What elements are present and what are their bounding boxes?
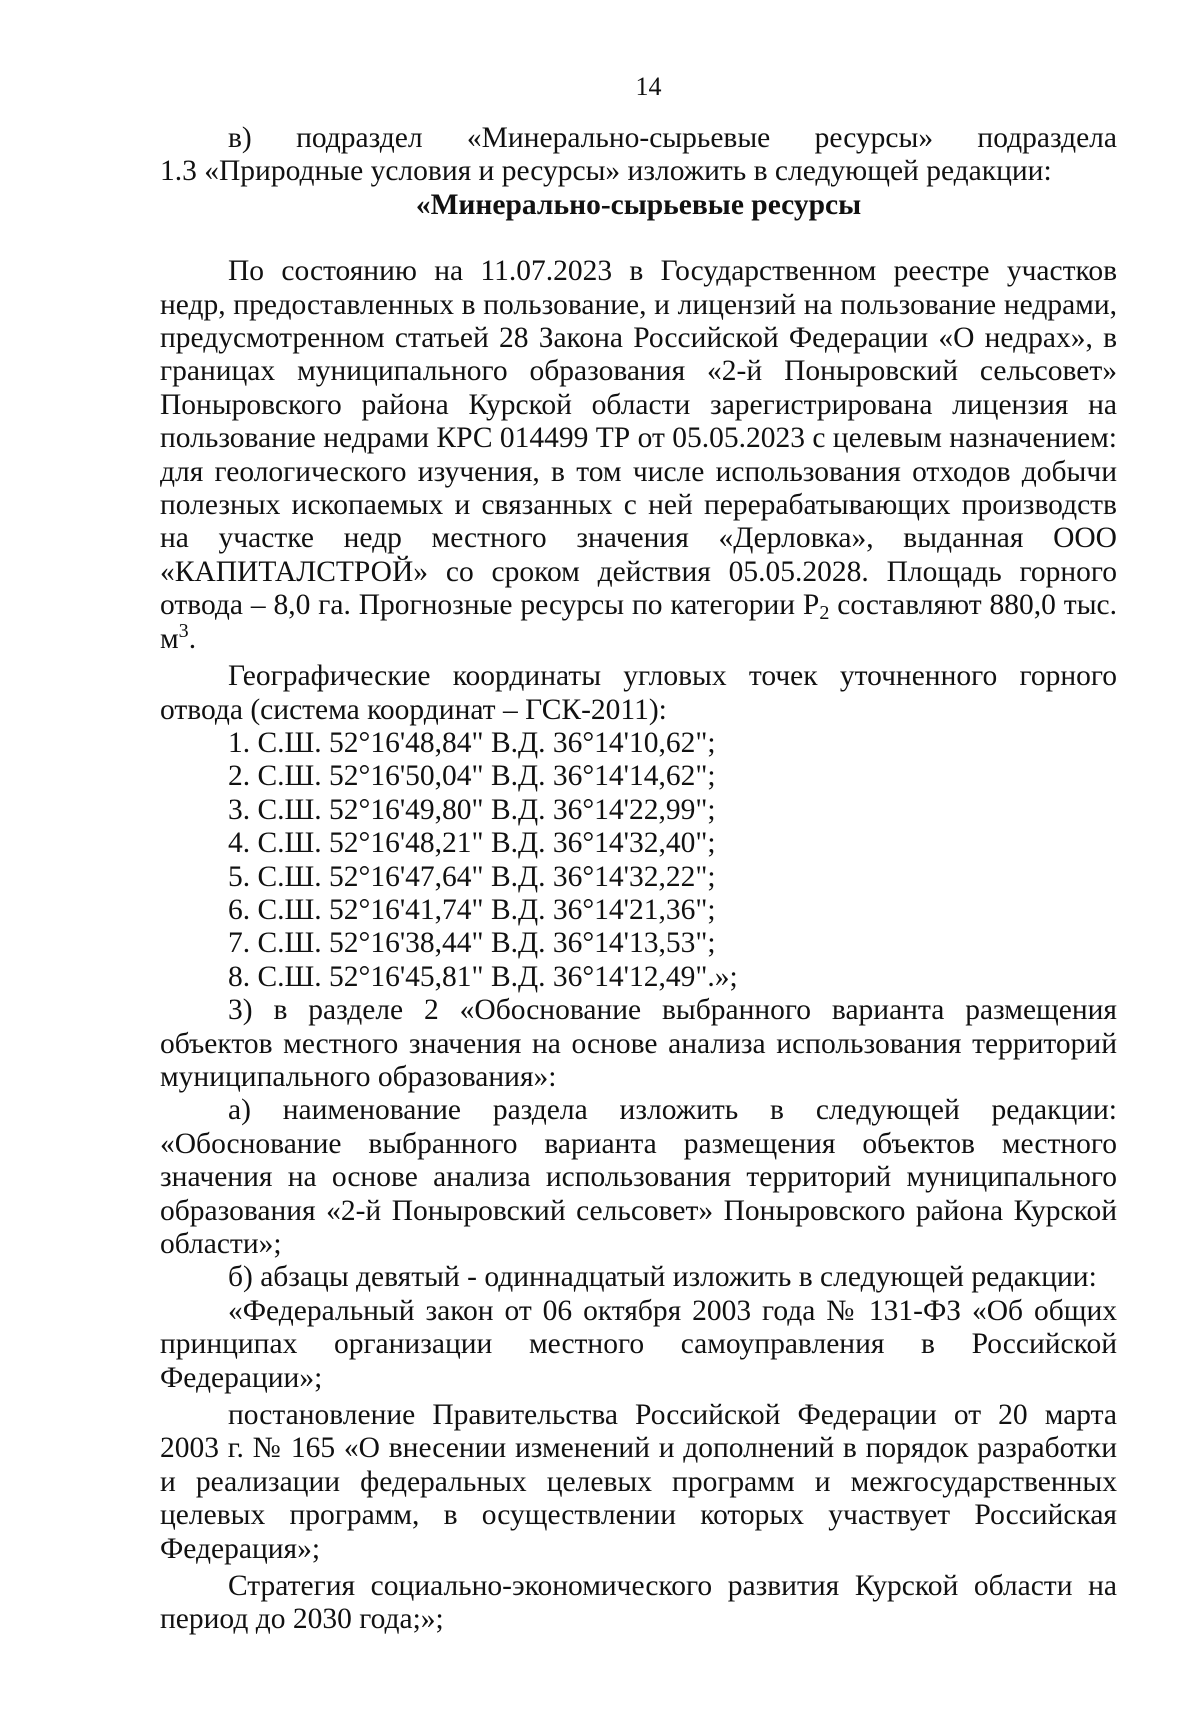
paragraph-license-text-2: составляют 880,0 тыс. м xyxy=(160,589,1117,655)
section-heading: «Минерально-сырьевые ресурсы xyxy=(415,188,862,221)
coordinate-item: 2. С.Ш. 52°16'50,04" В.Д. 36°14'14,62"; xyxy=(228,760,716,793)
paragraph-license-text: По состоянию на 11.07.2023 в Государственном реестре участков недр, предоставленных в пользование, и лицензий на пользование недрами, предусмотренном статьей 28 Закона Российской Федерации «О недрах», в границах муниципального образования «2-й Поныровский сельсовет» Поныровского района Курской области зарегистрирована лицензия на пользование недрами КРС 014499 ТР от 05.05.2023 с целевым назначением: для геологического изучения, в том числе использования отходов добычи полезных ископаемых и связанных с ней перерабатывающих производств на участке недр местного значения «Дерловка», выданная ООО «КАПИТАЛСТРОЙ» со сроком действия 05.05.2028. Площадь горного отвода – 8,0 га. Прогнозные ресурсы по категории Р xyxy=(160,255,1117,622)
coordinate-item: 1. С.Ш. 52°16'48,84" В.Д. 36°14'10,62"; xyxy=(228,726,716,759)
paragraph-abzacy: б) абзацы девятый - одиннадцатый изложить в следующей редакции: xyxy=(228,1261,1097,1294)
paragraph-government-decree: постановление Правительства Российской Федерации от 20 марта 2003 г. № 165 «О внесении изменений и дополнений в порядок разработки и реализации федеральных целевых программ и межгосударственных целевых программ, в осуществлении которых участвует Российская Федерация»; xyxy=(160,1399,1117,1565)
paragraph-section-name: а) наименование раздела изложить в следующей редакции: «Обоснование выбранного варианта размещения объектов местного значения на основе анализа использования территорий муниципального образования «2-й Поныровский сельсовет» Поныровского района Курской области»; xyxy=(160,1094,1117,1260)
resource-category-subscript: 2 xyxy=(819,602,830,625)
coordinate-item: 6. С.Ш. 52°16'41,74" В.Д. 36°14'21,36"; xyxy=(228,893,716,926)
paragraph-federal-law: «Федеральный закон от 06 октября 2003 года № 131-ФЗ «Об общих принципах организации местного самоуправления в Российской Федерации»; xyxy=(160,1294,1117,1394)
coordinate-item: 5. С.Ш. 52°16'47,64" В.Д. 36°14'32,22"; xyxy=(228,860,716,893)
paragraph-license-end: . xyxy=(188,622,197,655)
paragraph-coordinates-intro: Географические координаты угловых точек уточненного горного отвода (система координат – ГСК-2011): xyxy=(160,660,1117,726)
coordinate-item: 3. С.Ш. 52°16'49,80" В.Д. 36°14'22,99"; xyxy=(228,793,716,826)
coordinate-item: 8. С.Ш. 52°16'45,81" В.Д. 36°14'12,49".»; xyxy=(228,960,738,993)
intro-line-2: 1.3 «Природные условия и ресурсы» изложить в следующей редакции: xyxy=(160,155,1052,188)
paragraph-license xyxy=(160,255,1117,656)
paragraph-strategy: Стратегия социально-экономического развития Курской области на период до 2030 года;»; xyxy=(160,1570,1117,1636)
page-number: 14 xyxy=(635,72,662,101)
cubic-unit-superscript: 3 xyxy=(178,619,189,642)
paragraph-section-2: 3) в разделе 2 «Обоснование выбранного варианта размещения объектов местного значения на основе анализа использования территорий муниципального образования»: xyxy=(160,994,1117,1093)
coordinate-item: 7. С.Ш. 52°16'38,44" В.Д. 36°14'13,53"; xyxy=(228,927,716,960)
intro-line-1: в) подраздел «Минерально-сырьевые ресурсы» подраздела xyxy=(228,122,1117,154)
coordinates-list xyxy=(160,727,1117,994)
coordinate-item: 4. С.Ш. 52°16'48,21" В.Д. 36°14'32,40"; xyxy=(228,827,716,860)
